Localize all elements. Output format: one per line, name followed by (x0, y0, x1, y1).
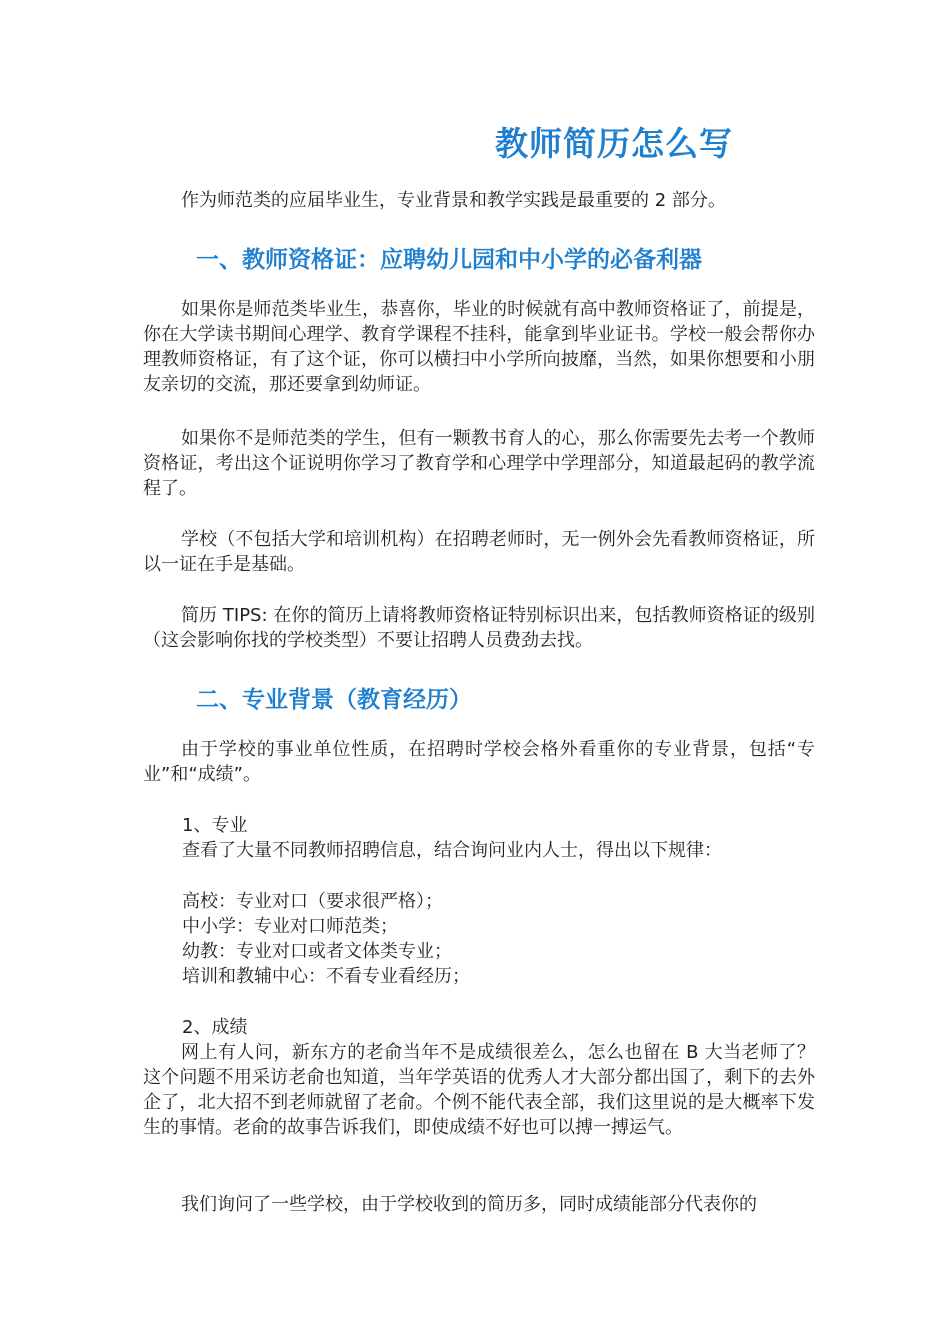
page-title: 教师简历怎么写 (495, 124, 733, 163)
section1-paragraph-2: 如果你不是师范类的学生，但有一颗教书育人的心，那么你需要先去考一个教师资格证，考出这个证说明你学习了教育学和心理学中学理部分，知道最起码的教学流程了。 (143, 428, 815, 499)
subsection-grades-title: 2、成绩 (182, 1017, 248, 1038)
subsection-grades-text: 网上有人问，新东方的老俞当年不是成绩很差么，怎么也留在 B 大当老师了？这个问题不用采访老俞也知道，当年学英语的优秀人才大部分都出国了，剩下的去外企了，北大招不到老师就留了老俞。个例不能代表全部，我们这里说的是大概率下发生的事情。老俞的故事告诉我们，即使成绩不好也可以搏一搏运气。 (143, 1042, 815, 1138)
intro-paragraph: 作为师范类的应届毕业生，专业背景和教学实践是最重要的 2 部分。 (181, 190, 726, 211)
section1-paragraph-3: 学校（不包括大学和培训机构）在招聘老师时，无一例外会先看教师资格证，所以一证在手是基础。 (143, 529, 815, 575)
section1-heading: 一、教师资格证：应聘幼儿园和中小学的必备利器 (196, 247, 702, 273)
subsection-major-text: 查看了大量不同教师招聘信息，结合询问业内人士，得出以下规律： (182, 840, 722, 861)
section2-heading: 二、专业背景（教育经历） (196, 687, 472, 713)
section1-paragraph-1: 如果你是师范类毕业生，恭喜你，毕业的时候就有高中教师资格证了，前提是，你在大学读书期间心理学、教育学课程不挂科，能拿到毕业证书。学校一般会帮你办理教师资格证，有了这个证，你可以横扫中小学所向披靡，当然，如果你想要和小朋友亲切的交流，那还要拿到幼师证。 (143, 299, 815, 395)
subsection-major-title: 1、专业 (182, 815, 248, 836)
rule-item: 培训和教辅中心：不看专业看经历； (182, 966, 470, 987)
rule-item: 高校：专业对口（要求很严格）； (182, 891, 443, 912)
rule-item: 中小学：专业对口师范类； (182, 916, 398, 937)
rule-item: 幼教：专业对口或者文体类专业； (182, 941, 452, 962)
section2-last-paragraph: 我们询问了一些学校，由于学校收到的简历多，同时成绩能部分代表你的 (181, 1194, 757, 1215)
section1-tips: 简历 TIPS: 在你的简历上请将教师资格证特别标识出来，包括教师资格证的级别（这会影响你找的学校类型）不要让招聘人员费劲去找。 (143, 605, 815, 651)
section2-paragraph-1: 由于学校的事业单位性质，在招聘时学校会格外看重你的专业背景，包括“专业”和“成绩”。 (143, 739, 815, 785)
